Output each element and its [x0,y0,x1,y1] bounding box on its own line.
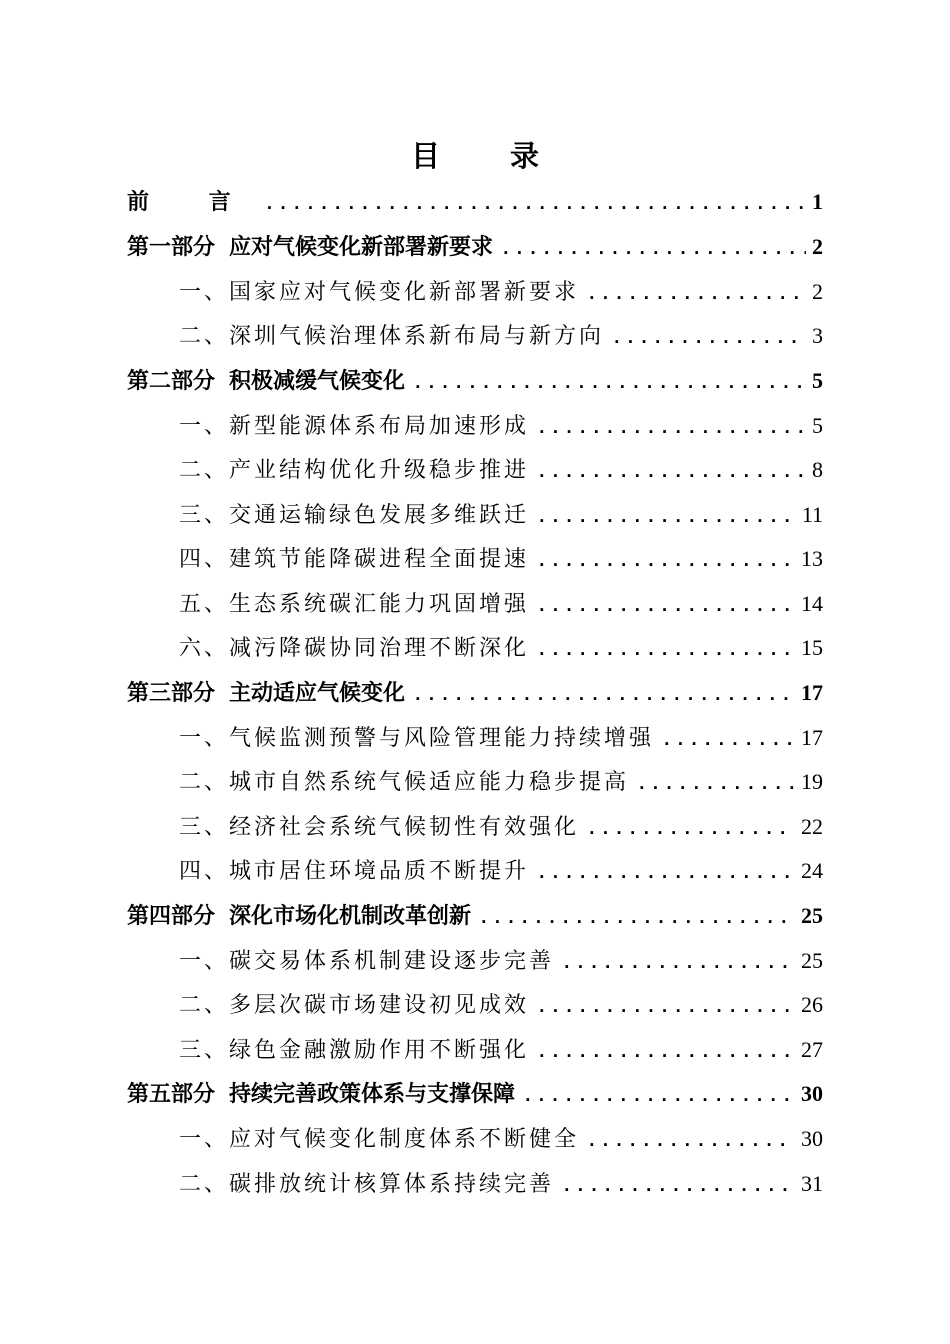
toc-page-number: 25 [801,903,823,928]
toc-page-number: 17 [801,680,823,705]
toc-entry-part-3[interactable] [127,675,823,711]
toc-page-number: 22 [801,814,823,839]
toc-page-number: 19 [801,769,823,794]
part-title: 深化市场化机制改革创新 [229,904,472,929]
dot-leader [562,945,795,981]
dot-leader [523,1078,795,1114]
toc-page-number: 3 [812,323,823,348]
toc-entry-section[interactable] [179,1032,823,1068]
part-number: 第四部分 [127,904,216,929]
toc-entry-label: 五、生态系统碳汇能力巩固增强 [179,592,530,617]
dot-leader [637,766,795,802]
toc-page-number: 14 [801,591,823,616]
dot-leader [413,677,795,713]
toc-entry-label: 二、多层次碳市场建设初见成效 [179,993,530,1018]
dot-leader [537,855,795,891]
toc-page-number: 31 [801,1171,823,1196]
part-title: 积极减缓气候变化 [229,369,406,394]
toc-entry-label: 一、应对气候变化制度体系不断健全 [179,1127,580,1152]
toc-page-number: 17 [801,725,823,750]
toc-entry-label: 二、深圳气候治理体系新布局与新方向 [179,324,605,349]
toc-entry-label: 二、碳排放统计核算体系持续完善 [179,1172,555,1197]
toc-entry-label: 四、建筑节能降碳进程全面提速 [179,547,530,572]
toc-entry-label: 一、碳交易体系机制建设逐步完善 [179,949,555,974]
toc-entry-section[interactable] [179,720,823,756]
toc-entry-section[interactable] [179,274,823,310]
toc-entry-part-1[interactable] [127,229,823,265]
toc-entry-label: 二、城市自然系统气候适应能力稳步提高 [179,770,630,795]
toc-entry-label: 一、国家应对气候变化新部署新要求 [179,280,580,305]
dot-leader [537,410,806,446]
toc-entry-part-2[interactable] [127,363,823,399]
toc-entry-section[interactable] [179,809,823,845]
toc-page-number: 26 [801,992,823,1017]
toc-entry-part-5[interactable] [127,1076,823,1112]
toc-entry-label: 六、减污降碳协同治理不断深化 [179,636,530,661]
toc-page-number: 11 [801,502,823,527]
dot-leader [413,365,806,401]
toc-entry-label: 四、城市居住环境品质不断提升 [179,859,530,884]
dot-leader [537,499,796,535]
toc-entry-section[interactable] [179,318,823,354]
toc-page-number: 2 [812,234,823,259]
dot-leader [562,1168,795,1204]
part-title: 应对气候变化新部署新要求 [229,235,494,260]
dot-leader [537,989,795,1025]
toc-entry-section[interactable] [179,764,823,800]
toc-entry-section[interactable] [179,853,823,889]
part-number: 第二部分 [127,369,216,394]
dot-leader [587,276,806,312]
toc-entry-section[interactable] [179,1121,823,1157]
dot-leader [612,320,806,356]
dot-leader [537,543,795,579]
dot-leader [537,588,795,624]
toc-page-number: 5 [812,368,823,393]
dot-leader [537,632,795,668]
toc-entry-section[interactable] [179,1166,823,1202]
toc-entry-label: 三、交通运输绿色发展多维跃迁 [179,503,530,528]
toc-page-number: 5 [812,413,823,438]
dot-leader [501,231,806,267]
part-number: 第三部分 [127,681,216,706]
toc-entry-section[interactable] [179,408,823,444]
toc-entry-label: 二、产业结构优化升级稳步推进 [179,458,530,483]
toc-entry-part-4[interactable] [127,898,823,934]
toc-entry-section[interactable] [179,586,823,622]
dot-leader [662,722,795,758]
toc-entry-label: 三、经济社会系统气候韧性有效强化 [179,815,580,840]
toc-entry-section[interactable] [179,497,823,533]
toc-page-number: 25 [801,948,823,973]
toc-page-number: 1 [812,189,823,214]
toc-entry-label: 一、气候监测预警与风险管理能力持续增强 [179,726,655,751]
toc-entry-label: 三、绿色金融激励作用不断强化 [179,1038,530,1063]
toc-entry-section[interactable] [179,943,823,979]
toc-entry-section[interactable] [179,987,823,1023]
toc-page-number: 2 [812,279,823,304]
part-title: 主动适应气候变化 [229,681,406,706]
dot-leader [587,1123,795,1159]
toc-page-number: 30 [801,1081,823,1106]
toc-page-number: 15 [801,635,823,660]
toc-entry-section[interactable] [179,630,823,666]
toc-page-number: 27 [801,1037,823,1062]
page-title: 目 录 [410,139,570,173]
dot-leader [265,186,806,222]
toc-page-number: 8 [812,457,823,482]
part-title: 持续完善政策体系与支撑保障 [229,1082,516,1107]
toc-page-number: 30 [801,1126,823,1151]
dot-leader [537,1034,795,1070]
part-number: 第一部分 [127,235,216,260]
toc-page-number: 24 [801,858,823,883]
toc-entry-section[interactable] [179,452,823,488]
toc-entry-preface[interactable] [127,184,823,220]
toc-entry-label: 一、新型能源体系布局加速形成 [179,414,530,439]
toc-entry-label: 前 言 [127,190,257,215]
dot-leader [479,900,795,936]
dot-leader [537,454,806,490]
dot-leader [587,811,795,847]
toc-entry-section[interactable] [179,541,823,577]
toc-page-number: 13 [801,546,823,571]
part-number: 第五部分 [127,1082,216,1107]
